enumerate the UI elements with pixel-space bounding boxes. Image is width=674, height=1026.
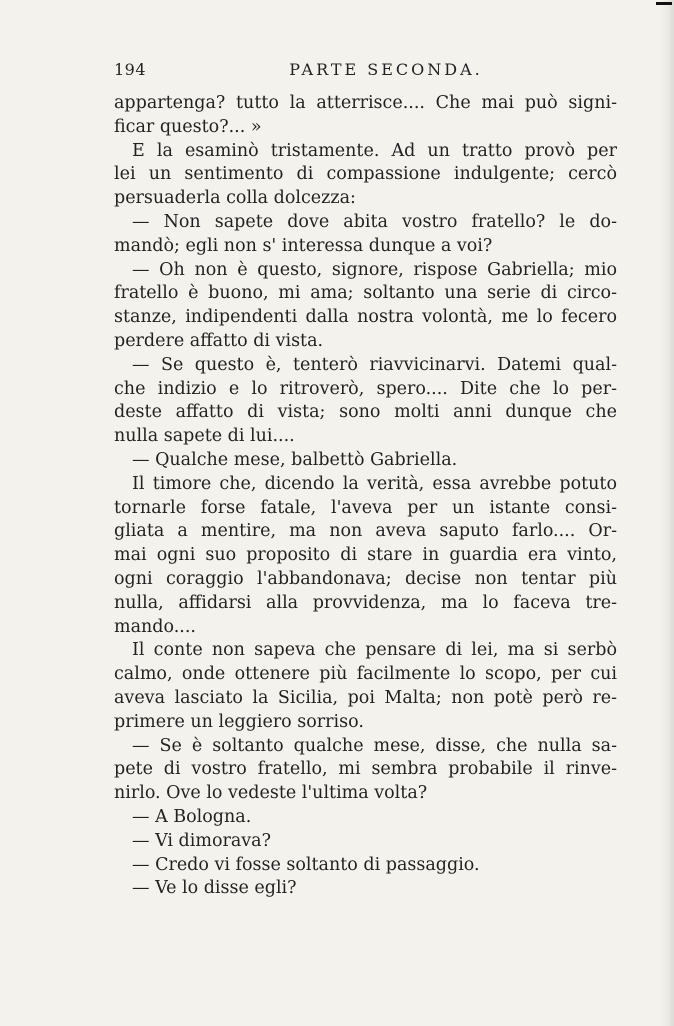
text-line: ficar questo?... » xyxy=(114,116,262,137)
text-line: — Se è soltanto qualche mese, disse, che nulla sa- xyxy=(132,735,617,756)
page-header xyxy=(114,60,618,86)
text-line: che indizio e lo ritroverò, spero.... Dite che lo per- xyxy=(114,378,617,399)
body-text xyxy=(114,92,617,901)
text-line: — Ve lo disse egli? xyxy=(132,878,297,899)
text-line: appartenga? tutto la atterrisce.... Che mai può signi- xyxy=(114,93,617,113)
corner-mark xyxy=(656,2,672,5)
page-number: 194 xyxy=(114,60,147,79)
text-line: primere un leggiero sorriso. xyxy=(114,711,364,732)
text-line: gliata a mentire, ma non aveva saputo farlo.... Or- xyxy=(114,521,617,542)
text-line: Il conte non sapeva che pensare di lei, ma si serbò xyxy=(132,640,617,661)
text-line: E la esaminò tristamente. Ad un tratto provò per xyxy=(132,140,617,161)
text-line: — Vi dimorava? xyxy=(132,830,271,851)
text-line: lei un sentimento di compassione indulgente; cercò xyxy=(114,164,617,185)
text-line: persuaderla colla dolcezza: xyxy=(114,188,356,209)
text-line: pete di vostro fratello, mi sembra probabile il rinve- xyxy=(114,759,617,780)
text-line: deste affatto di vista; sono molti anni dunque che xyxy=(114,402,617,423)
text-line: nulla, affidarsi alla provvidenza, ma lo faceva tre- xyxy=(114,592,617,613)
text-line: — Oh non è questo, signore, rispose Gabriella; mio xyxy=(132,259,617,280)
text-line: — Qualche mese, balbettò Gabriella. xyxy=(132,449,458,470)
text-line: — Non sapete dove abita vostro fratello? le do- xyxy=(132,211,617,232)
text-line: fratello è buono, mi ama; soltanto una serie di circo- xyxy=(114,283,617,304)
text-line: — Se questo è, tenterò riavvicinarvi. Datemi qual- xyxy=(132,354,617,375)
text-line: Il timore che, dicendo la verità, essa avrebbe potuto xyxy=(132,473,617,494)
text-line: mando.... xyxy=(114,616,196,637)
text-line: mai ogni suo proposito di stare in guardia era vinto, xyxy=(114,545,617,566)
text-line: nirlo. Ove lo vedeste l'ultima volta? xyxy=(114,783,428,804)
text-line: tornarle forse fatale, l'aveva per un istante consi- xyxy=(114,497,617,518)
text-line: ogni coraggio l'abbandonava; decise non tentar più xyxy=(114,568,617,589)
page-edge-shadow xyxy=(660,0,674,1026)
text-line: aveva lasciato la Sicilia, poi Malta; non potè però re- xyxy=(114,687,617,708)
running-title: PARTE SECONDA. xyxy=(289,60,483,79)
text-line: mandò; egli non s' interessa dunque a voi? xyxy=(114,235,493,256)
text-line: — A Bologna. xyxy=(132,806,252,827)
text-line: — Credo vi fosse soltanto di passaggio. xyxy=(132,854,480,875)
text-line: perdere affatto di vista. xyxy=(114,330,324,351)
text-line: stanze, indipendenti dalla nostra volontà, me lo fecero xyxy=(114,307,617,328)
text-line: nulla sapete di lui.... xyxy=(114,426,295,447)
text-line: calmo, onde ottenere più facilmente lo scopo, per cui xyxy=(114,664,617,685)
